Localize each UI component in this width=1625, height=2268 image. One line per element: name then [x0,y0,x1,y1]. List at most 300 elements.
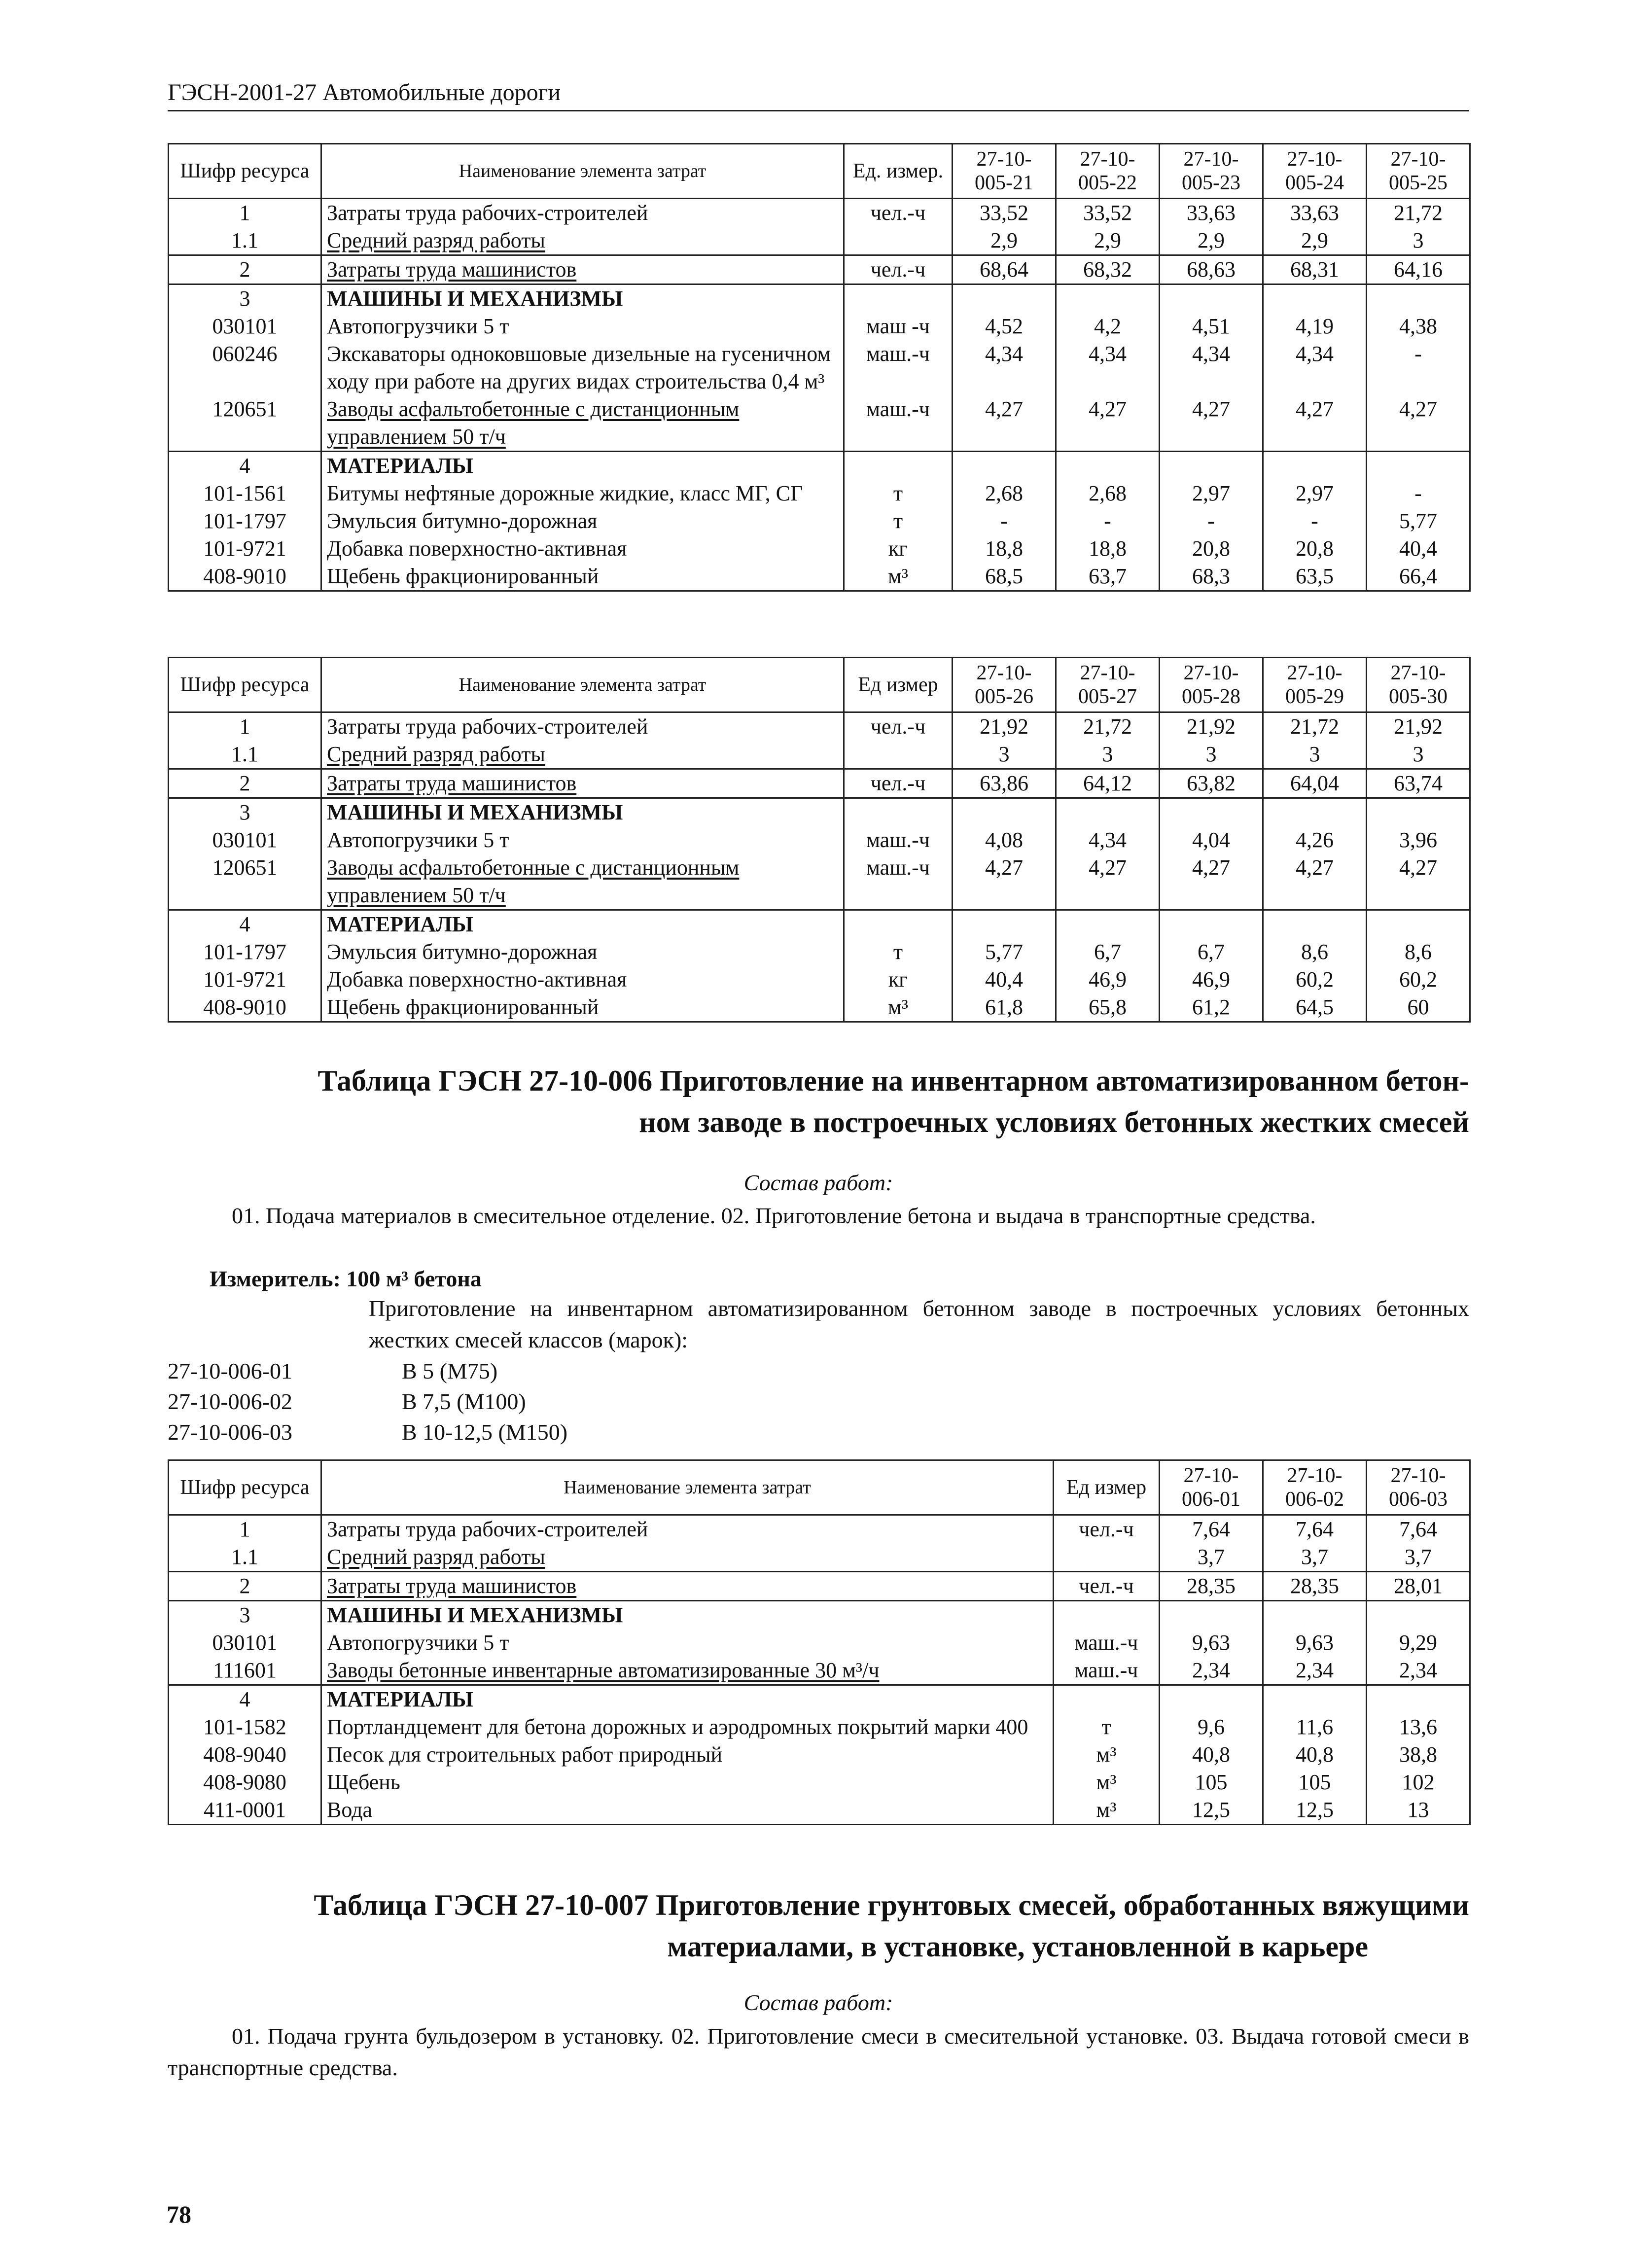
cell-value: 60 [1367,993,1470,1022]
cell-value: 28,35 [1160,1572,1263,1601]
cell-value: 9,63 [1160,1629,1263,1657]
cell-name: Затраты труда рабочих-строителей [321,199,844,227]
cell-value: 2,34 [1367,1657,1470,1685]
cell-value: - [1263,507,1367,535]
cell-value: 9,29 [1367,1629,1470,1657]
cell-value [1160,798,1263,827]
header-norm-code: 27-10- 005-21 [953,144,1056,199]
cell-value [1056,452,1160,480]
cell-name: МАШИНЫ И МЕХАНИЗМЫ [321,798,844,827]
cell-value: 61,2 [1160,993,1263,1022]
variant-row [168,1356,1055,1386]
cell-code: 1.1 [169,1543,321,1572]
cell-value: 6,7 [1160,938,1263,966]
cell-name: Щебень фракционированный [321,993,844,1022]
cell-value: 33,63 [1160,199,1263,227]
cell-unit: маш.-ч [844,854,953,910]
cell-value [953,798,1056,827]
cell-value [1263,1601,1367,1630]
section-006-variants [168,1356,1055,1448]
cell-code: 120651 [169,395,321,452]
cell-code: 060246 [169,340,321,395]
cell-value: 13 [1367,1796,1470,1825]
cell-value: 63,7 [1056,563,1160,591]
cell-value: 4,38 [1367,313,1470,340]
header-norm-code: 27-10- 005-27 [1056,658,1160,712]
table-row [169,769,1470,798]
cell-unit [844,284,953,313]
cell-code: 408-9010 [169,563,321,591]
cell-name: Песок для строительных работ природный [321,1741,1054,1769]
cell-value: 12,5 [1263,1796,1367,1825]
table-row [169,1601,1470,1630]
section-006-title [168,1060,1469,1143]
cell-value: 3,7 [1160,1543,1263,1572]
table-row [169,340,1470,395]
table-body [169,1515,1470,1825]
table-row [169,1685,1470,1714]
section-007-work-text: 01. Подача грунта бульдозером в установку. 02. Приготовление смеси в смесительной установке. 03. Выдача готовой смеси в транспортные средства. [168,2023,1469,2080]
cell-unit: т [844,480,953,507]
cell-value: 68,32 [1056,255,1160,284]
table-row [169,826,1470,854]
cell-value [953,910,1056,939]
cell-value [1367,284,1470,313]
cell-unit [1054,1685,1160,1714]
cell-name: Затраты труда машинистов [321,1572,1054,1601]
header-name: Наименование элемента затрат [321,1460,1054,1515]
cell-value: 63,74 [1367,769,1470,798]
cell-value: 4,27 [1160,395,1263,452]
cell-value [1263,284,1367,313]
cell-value [1160,1601,1263,1630]
table-row [169,452,1470,480]
cell-unit: кг [844,535,953,563]
table-row [169,480,1470,507]
cell-value: 5,77 [1367,507,1470,535]
table-row [169,563,1470,591]
table-body [169,712,1470,1022]
variant-row [168,1386,1055,1417]
cell-code: 030101 [169,1629,321,1657]
variant-text: В 7,5 (М100) [402,1389,526,1414]
cell-code: 4 [169,452,321,480]
table-row [169,284,1470,313]
table-row [169,1629,1470,1657]
cell-name: МАШИНЫ И МЕХАНИЗМЫ [321,1601,1054,1630]
cell-value: 60,2 [1367,966,1470,993]
cell-name: Заводы бетонные инвентарные автоматизированные 30 м³/ч [321,1657,1054,1685]
cell-code: 408-9010 [169,993,321,1022]
cell-unit: чел.-ч [1054,1515,1160,1544]
table-row [169,535,1470,563]
cell-unit: чел.-ч [844,255,953,284]
header-code: Шифр ресурса [169,1460,321,1515]
cell-code: 2 [169,769,321,798]
cell-code: 1.1 [169,227,321,255]
cell-unit: м³ [1054,1769,1160,1796]
header-name: Наименование элемента затрат [321,658,844,712]
cell-value: 3 [1056,741,1160,769]
table-row [169,199,1470,227]
cell-value: 21,72 [1056,712,1160,741]
cell-value [1367,452,1470,480]
cell-value: 64,12 [1056,769,1160,798]
cell-value: 4,52 [953,313,1056,340]
cell-value: 2,97 [1160,480,1263,507]
cell-value: 4,04 [1160,826,1263,854]
cell-value: 21,92 [1367,712,1470,741]
cell-value: 4,27 [1367,395,1470,452]
cell-value [1367,1685,1470,1714]
cell-value: 33,52 [953,199,1056,227]
cell-value: 21,72 [1263,712,1367,741]
cell-value [1056,798,1160,827]
cell-value: 46,9 [1056,966,1160,993]
cell-value: 2,9 [1160,227,1263,255]
cell-value: 2,34 [1160,1657,1263,1685]
cell-value: 2,9 [1263,227,1367,255]
table-header-row [169,144,1470,199]
header-norm-code: 27-10- 006-01 [1160,1460,1263,1515]
cell-name: Средний разряд работы [321,741,844,769]
cell-unit [844,798,953,827]
section-006-work-label: Состав работ: [743,1170,893,1195]
measure-label: Измеритель: [210,1266,341,1291]
cell-value: 2,9 [1056,227,1160,255]
cell-value: 9,63 [1263,1629,1367,1657]
cell-code: 3 [169,284,321,313]
section-007-title-line1: Таблица ГЭСН 27-10-007 Приготовление грунтовых смесей, обработанных вяжущими [314,1889,1469,1921]
cell-unit: м³ [1054,1796,1160,1825]
table-row [169,507,1470,535]
cell-unit: маш -ч [844,313,953,340]
cell-value: 21,92 [1160,712,1263,741]
cell-value: 3 [1367,227,1470,255]
cell-code: 120651 [169,854,321,910]
section-007-title [168,1884,1469,1967]
cell-name: Битумы нефтяные дорожные жидкие, класс МГ, СГ [321,480,844,507]
cell-value: 68,5 [953,563,1056,591]
cell-value: 4,27 [1160,854,1263,910]
cell-name: Затраты труда рабочих-строителей [321,712,844,741]
cell-value: 4,27 [1263,854,1367,910]
variant-row [168,1417,1055,1448]
cell-value: 64,04 [1263,769,1367,798]
cell-value: 3,96 [1367,826,1470,854]
header-unit: Ед измер [1054,1460,1160,1515]
cell-value: 3,7 [1263,1543,1367,1572]
cell-name: Эмульсия битумно-дорожная [321,507,844,535]
cell-code: 408-9080 [169,1769,321,1796]
cell-name: МАТЕРИАЛЫ [321,452,844,480]
cell-code: 3 [169,1601,321,1630]
cell-value: 8,6 [1263,938,1367,966]
cell-name: Добавка поверхностно-активная [321,535,844,563]
cell-name: Портландцемент для бетона дорожных и аэродромных покрытий марки 400 [321,1713,1054,1741]
header-norm-code: 27-10- 005-30 [1367,658,1470,712]
cell-value: - [1367,480,1470,507]
cell-code: 4 [169,910,321,939]
cell-value: 105 [1263,1769,1367,1796]
cell-value: 4,27 [953,854,1056,910]
cell-value: 3 [1160,741,1263,769]
cell-unit [1054,1601,1160,1630]
cell-value: 20,8 [1263,535,1367,563]
table-row [169,993,1470,1022]
cell-value: 63,86 [953,769,1056,798]
cell-value: 28,35 [1263,1572,1367,1601]
cell-value [1367,1601,1470,1630]
cell-unit: маш.-ч [1054,1629,1160,1657]
cell-code: 030101 [169,826,321,854]
cell-value: - [1160,507,1263,535]
section-006-work-text: 01. Подача материалов в смесительное отделение. 02. Приготовление бетона и выдача в транспортные средства. [232,1203,1316,1228]
cell-code: 030101 [169,313,321,340]
cell-value: - [1056,507,1160,535]
cell-value: 9,6 [1160,1713,1263,1741]
cell-value: 102 [1367,1769,1470,1796]
cell-code: 411-0001 [169,1796,321,1825]
cell-value: 64,16 [1367,255,1470,284]
cell-value [953,452,1056,480]
cell-value: 18,8 [953,535,1056,563]
cell-value: 8,6 [1367,938,1470,966]
cell-value: 4,34 [1056,826,1160,854]
page-header [168,79,1469,111]
cell-name: Вода [321,1796,1054,1825]
header-code: Шифр ресурса [169,658,321,712]
cell-value: 63,82 [1160,769,1263,798]
cell-name: МАШИНЫ И МЕХАНИЗМЫ [321,284,844,313]
cell-value: 68,3 [1160,563,1263,591]
cell-name: Щебень [321,1769,1054,1796]
cell-value: 4,27 [1056,395,1160,452]
cell-value: 7,64 [1367,1515,1470,1544]
variant-code: 27-10-006-01 [168,1358,292,1383]
cell-value: 4,27 [1263,395,1367,452]
cell-name: Заводы асфальтобетонные с дистанционным управлением 50 т/ч [321,395,844,452]
cell-code: 101-1797 [169,507,321,535]
cell-value: 4,34 [1263,340,1367,395]
page-number: 78 [167,2200,191,2228]
cell-name: Средний разряд работы [321,227,844,255]
section-006-title-line1: Таблица ГЭСН 27-10-006 Приготовление на инвентарном автоматизированном бетон- [318,1064,1469,1097]
cell-value [1056,910,1160,939]
section-007-work-label: Состав работ: [743,1990,893,2015]
cell-value: 4,08 [953,826,1056,854]
table-row [169,1515,1470,1544]
cell-value: 3 [1367,741,1470,769]
cell-value: 3 [1263,741,1367,769]
cell-value: 7,64 [1160,1515,1263,1544]
cell-value: 21,72 [1367,199,1470,227]
cell-value: 68,63 [1160,255,1263,284]
section-007-title-line2: материалами, в установке, установленной в карьере [667,1930,1368,1963]
header-norm-code: 27-10- 006-03 [1367,1460,1470,1515]
cell-unit: м³ [1054,1741,1160,1769]
table-row [169,741,1470,769]
cell-unit: м³ [844,563,953,591]
cell-code: 2 [169,255,321,284]
header-norm-code: 27-10- 005-23 [1160,144,1263,199]
cell-name: Средний разряд работы [321,1543,1054,1572]
cell-value: 60,2 [1263,966,1367,993]
header-norm-code: 27-10- 005-25 [1367,144,1470,199]
cell-code: 101-1561 [169,480,321,507]
cell-value: 3,7 [1367,1543,1470,1572]
cell-value [1367,798,1470,827]
resource-table-006 [168,1459,1471,1825]
resource-table-005-26-30 [168,657,1471,1023]
measure-value: 100 м³ бетона [346,1266,482,1291]
table-row [169,712,1470,741]
cell-value: 5,77 [953,938,1056,966]
cell-name: Заводы асфальтобетонные с дистанционным управлением 50 т/ч [321,854,844,910]
cell-value: 40,4 [953,966,1056,993]
cell-name: Щебень фракционированный [321,563,844,591]
cell-name: Добавка поверхностно-активная [321,966,844,993]
cell-value [1160,910,1263,939]
cell-value [953,284,1056,313]
cell-unit: т [1054,1713,1160,1741]
variant-text: В 10-12,5 (М150) [402,1419,568,1445]
cell-value: 20,8 [1160,535,1263,563]
header-norm-code: 27-10- 005-26 [953,658,1056,712]
table-body [169,199,1470,591]
cell-value: 2,97 [1263,480,1367,507]
cell-name: Автопогрузчики 5 т [321,1629,1054,1657]
cell-value [1263,910,1367,939]
cell-unit: чел.-ч [844,712,953,741]
table-row [169,1769,1470,1796]
cell-value: 46,9 [1160,966,1263,993]
table-row [169,854,1470,910]
table-row [169,1796,1470,1825]
cell-value: 3 [953,741,1056,769]
cell-unit [844,910,953,939]
table-row [169,395,1470,452]
cell-name: Затраты труда машинистов [321,255,844,284]
table-row [169,1543,1470,1572]
header-norm-code: 27-10- 005-22 [1056,144,1160,199]
cell-code: 111601 [169,1657,321,1685]
cell-name: Затраты труда рабочих-строителей [321,1515,1054,1544]
cell-value: 40,4 [1367,535,1470,563]
cell-value: 4,27 [953,395,1056,452]
cell-value: 6,7 [1056,938,1160,966]
header-norm-code: 27-10- 005-24 [1263,144,1367,199]
cell-code: 3 [169,798,321,827]
header-norm-code: 27-10- 005-29 [1263,658,1367,712]
table-row [169,798,1470,827]
cell-name: Затраты труда машинистов [321,769,844,798]
header-code: Шифр ресурса [169,144,321,199]
cell-value: 38,8 [1367,1741,1470,1769]
cell-value [1160,452,1263,480]
cell-value: 12,5 [1160,1796,1263,1825]
cell-unit: т [844,938,953,966]
table-header-row [169,1460,1470,1515]
cell-value [1263,452,1367,480]
cell-code: 1.1 [169,741,321,769]
variant-code: 27-10-006-02 [168,1389,292,1414]
cell-value: 18,8 [1056,535,1160,563]
cell-value [1263,798,1367,827]
cell-value: 21,92 [953,712,1056,741]
cell-code: 408-9040 [169,1741,321,1769]
cell-code: 101-1797 [169,938,321,966]
header-name: Наименование элемента затрат [321,144,844,199]
cell-value: 33,52 [1056,199,1160,227]
table-row [169,255,1470,284]
cell-value: 105 [1160,1769,1263,1796]
table-header-row [169,658,1470,712]
cell-name: Эмульсия битумно-дорожная [321,938,844,966]
cell-value: 40,8 [1160,1741,1263,1769]
cell-value: 4,27 [1056,854,1160,910]
cell-code: 2 [169,1572,321,1601]
cell-unit: м³ [844,993,953,1022]
table-row [169,966,1470,993]
resource-table-005-21-25 [168,143,1471,592]
cell-value: 4,19 [1263,313,1367,340]
cell-value: 7,64 [1263,1515,1367,1544]
cell-value: 2,34 [1263,1657,1367,1685]
cell-unit: чел.-ч [844,769,953,798]
cell-code: 1 [169,1515,321,1544]
cell-code: 101-9721 [169,535,321,563]
cell-code: 1 [169,712,321,741]
header-unit: Ед измер [844,658,953,712]
table-row [169,1741,1470,1769]
cell-value: 2,68 [953,480,1056,507]
cell-unit: т [844,507,953,535]
header-norm-code: 27-10- 006-02 [1263,1460,1367,1515]
cell-unit: маш.-ч [844,340,953,395]
section-006-title-line2: ном заводе в построечных условиях бетонных жестких смесей [639,1106,1469,1138]
cell-code: 4 [169,1685,321,1714]
table-row [169,938,1470,966]
cell-value: 4,51 [1160,313,1263,340]
table-row [169,1657,1470,1685]
section-006-measure [210,1263,1442,1295]
cell-value: 4,34 [1160,340,1263,395]
cell-name: Автопогрузчики 5 т [321,826,844,854]
cell-unit: маш.-ч [844,826,953,854]
cell-value: 61,8 [953,993,1056,1022]
cell-value: 64,5 [1263,993,1367,1022]
cell-value: 4,34 [953,340,1056,395]
cell-value: 11,6 [1263,1713,1367,1741]
cell-name: Автопогрузчики 5 т [321,313,844,340]
cell-value: 40,8 [1263,1741,1367,1769]
header-title: ГЭСН-2001-27 Автомобильные дороги [168,79,561,106]
section-006-description: Приготовление на инвентарном автоматизированном бетонном заводе в построечных условиях бетонных жестких смесей классов (марок): [369,1296,1469,1352]
cell-name: Экскаваторы одноковшовые дизельные на гусеничном ходу при работе на других видах строительства 0,4 м³ [321,340,844,395]
cell-name: МАТЕРИАЛЫ [321,1685,1054,1714]
table-row [169,227,1470,255]
header-norm-code: 27-10- 005-28 [1160,658,1263,712]
cell-unit [844,452,953,480]
table-row [169,910,1470,939]
cell-value: 68,31 [1263,255,1367,284]
cell-value: - [953,507,1056,535]
cell-value: 13,6 [1367,1713,1470,1741]
cell-value: 4,2 [1056,313,1160,340]
table-row [169,1572,1470,1601]
cell-value: 33,63 [1263,199,1367,227]
